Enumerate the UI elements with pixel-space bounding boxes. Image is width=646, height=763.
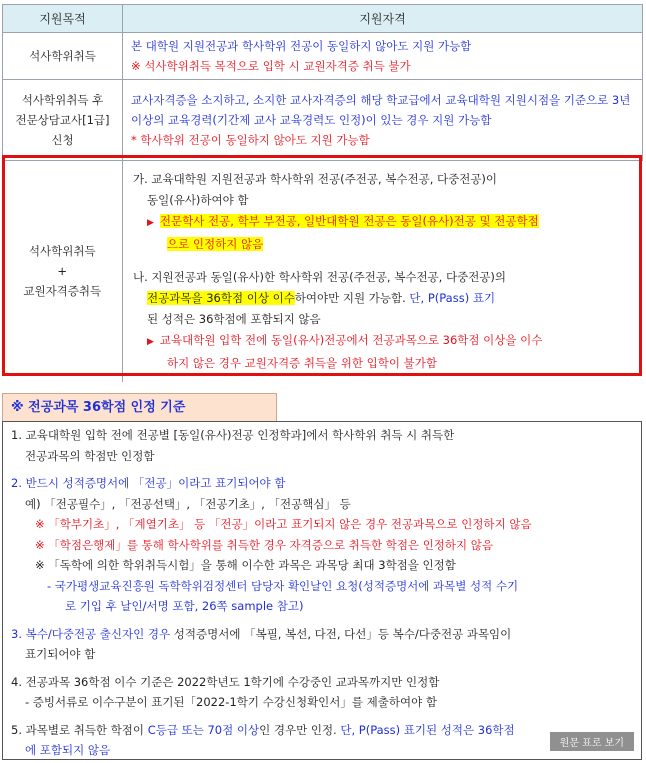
criteria-item-4: 4. 전공과목 36학점 이수 기준은 2022학년도 1학기에 수강중인 교과목까지만 인정함 bbox=[11, 674, 440, 689]
criteria-item-2: 2. 반드시 성적증명서에 「전공」이라고 표기되어야 함 bbox=[11, 476, 286, 490]
criteria-box bbox=[2, 421, 642, 760]
qualification-cell bbox=[123, 33, 643, 80]
table-header-row bbox=[3, 5, 643, 33]
highlighted-text: 전공과목을 36학점 이상 이수 bbox=[147, 290, 295, 305]
criteria-item-3-lead: 3. 복수/다중전공 출신자인 경우 bbox=[11, 626, 171, 641]
purpose-cell bbox=[3, 80, 123, 161]
clause-b-cont2: 된 성적은 36학점에 포함되지 않음 bbox=[147, 311, 321, 326]
criteria-item-5-text: 인 경우만 인정. bbox=[259, 722, 337, 737]
clause-a: 가. 교육대학원 지원전공과 학사학위 전공(주전공, 복수전공, 다중전공)이 bbox=[133, 171, 498, 186]
red-note: 교육대학원 입학 전에 동일(유사)전공에서 전공과목으로 36학점 이상을 이수 bbox=[159, 332, 543, 347]
purpose-line: 교원자격증취득 bbox=[23, 284, 102, 299]
criteria-item-3-text: 성적증명서에 「복필, 복선, 다전, 다선」등 복수/다중전공 과목임이 bbox=[173, 626, 512, 641]
clause-a-note-cont bbox=[133, 234, 635, 255]
purpose-line: 신청 bbox=[51, 133, 74, 147]
header-qualification: 지원자격 bbox=[123, 5, 643, 33]
purpose-line: 석사학위취득 bbox=[28, 244, 96, 259]
criteria-item-2-example: 예) 「전공필수」, 「전공선택」, 「전공기초」, 「전공핵심」 등 bbox=[25, 496, 351, 511]
criteria-item-1-cont: 전공과목의 학점만 인정함 bbox=[25, 448, 155, 463]
criteria-item-5-grade: C등급 또는 70점 이상 bbox=[147, 722, 260, 737]
criteria-item-5-cont: 에 포함되지 않음 bbox=[25, 743, 111, 757]
purpose-cell bbox=[3, 161, 123, 382]
qualification-text: 본 대학원 지원전공과 학사학위 전공이 동일하지 않아도 지원 가능함 bbox=[131, 39, 472, 53]
criteria-item-2-sub: - 국가평생교육진흥원 독학학위검정센터 담당자 확인날인 요청(성적증명서에 과목별 성적 수기 bbox=[47, 578, 519, 593]
highlighted-note: 전문학사 전공, 학부 부전공, 일반대학원 전공은 동일(유사)전공 및 전공학점 bbox=[159, 213, 539, 228]
table-row bbox=[3, 80, 643, 161]
purpose-line: + bbox=[57, 264, 68, 279]
triangle-right-icon: ▶ bbox=[147, 336, 154, 347]
view-original-table-button[interactable]: 원문 표로 보기 bbox=[550, 732, 634, 751]
qualification-text: 교사자격증을 소지하고, 소지한 교사자격증의 해당 학교급에서 교육대학원 지원시점을 기준으로 3년 이상의 교육경력(기간제 교사 교육경력도 인정)이 있는 경우 지원 가능함 bbox=[131, 93, 631, 127]
criteria-item-5 bbox=[11, 720, 633, 741]
clause-text: 하여야만 지원 가능함. bbox=[294, 290, 406, 305]
criteria-item-2-note: ※ 「학점은행제」를 통해 학사학위를 취득한 경우 자격증으로 취득한 학점은 인정하지 않음 bbox=[35, 537, 494, 552]
criteria-item-2-sub-cont: 로 기입 후 날인/서명 포함, 26쪽 sample 참고) bbox=[65, 599, 304, 613]
qualification-cell bbox=[123, 161, 643, 382]
qualification-cell bbox=[123, 80, 643, 161]
header-purpose: 지원목적 bbox=[3, 5, 123, 33]
clause-b-note bbox=[133, 330, 635, 353]
clause-b-note-cont: 하지 않은 경우 교원자격증 취득을 위한 입학이 불가함 bbox=[167, 355, 437, 370]
clause-b-cont bbox=[133, 288, 635, 309]
criteria-item-2-note: ※ 「학부기초」, 「계열기초」 등 「전공」이라고 표기되지 않은 경우 전공과목으로 인정하지 않음 bbox=[35, 517, 532, 531]
criteria-item-1: 1. 교육대학원 입학 전에 전공별 [동일(유사)전공 인정학과]에서 학사학위 취득 시 취득한 bbox=[11, 428, 455, 442]
clause-a-note bbox=[133, 211, 635, 234]
purpose-line: 석사학위취득 후 bbox=[21, 93, 104, 107]
warning-note: * 학사학위 전공이 동일하지 않아도 지원 가능함 bbox=[131, 133, 370, 147]
pass-note: 단, P(Pass) 표기 bbox=[409, 290, 496, 305]
clause-b: 나. 지원전공과 동일(유사)한 학사학위 전공(주전공, 복수전공, 다중전공)의 bbox=[133, 269, 507, 284]
eligibility-table bbox=[2, 4, 643, 382]
table-row bbox=[3, 33, 643, 80]
highlighted-note: 으로 인정하지 않음 bbox=[167, 236, 264, 251]
clause-a-cont: 동일(유사)하여야 함 bbox=[147, 192, 249, 207]
purpose-cell: 석사학위취득 bbox=[3, 33, 123, 80]
triangle-right-icon: ▶ bbox=[147, 217, 154, 228]
criteria-item-5-text: 5. 과목별로 취득한 학점이 bbox=[11, 722, 145, 737]
criteria-title: ※ 전공과목 36학점 인정 기준 bbox=[2, 393, 277, 422]
purpose-line: 전문상담교사[1급] bbox=[15, 113, 110, 127]
criteria-item-3 bbox=[11, 624, 633, 645]
table-row bbox=[3, 161, 643, 382]
criteria-item-3-cont: 표기되어야 함 bbox=[25, 647, 96, 661]
warning-note: ※ 석사학위취득 목적으로 입학 시 교원자격증 취득 불가 bbox=[131, 59, 411, 73]
criteria-item-5-pass: 단, P(Pass) 표기된 성적은 36학점 bbox=[340, 722, 515, 737]
criteria-item-2-note: ※ 「독학에 의한 학위취득시험」을 통해 이수한 과목은 과목당 최대 3학점을 인정함 bbox=[35, 558, 456, 572]
criteria-item-4-sub: - 증빙서류로 이수구분이 표기된「2022-1학기 수강신청확인서」를 제출하여야 함 bbox=[25, 695, 437, 709]
